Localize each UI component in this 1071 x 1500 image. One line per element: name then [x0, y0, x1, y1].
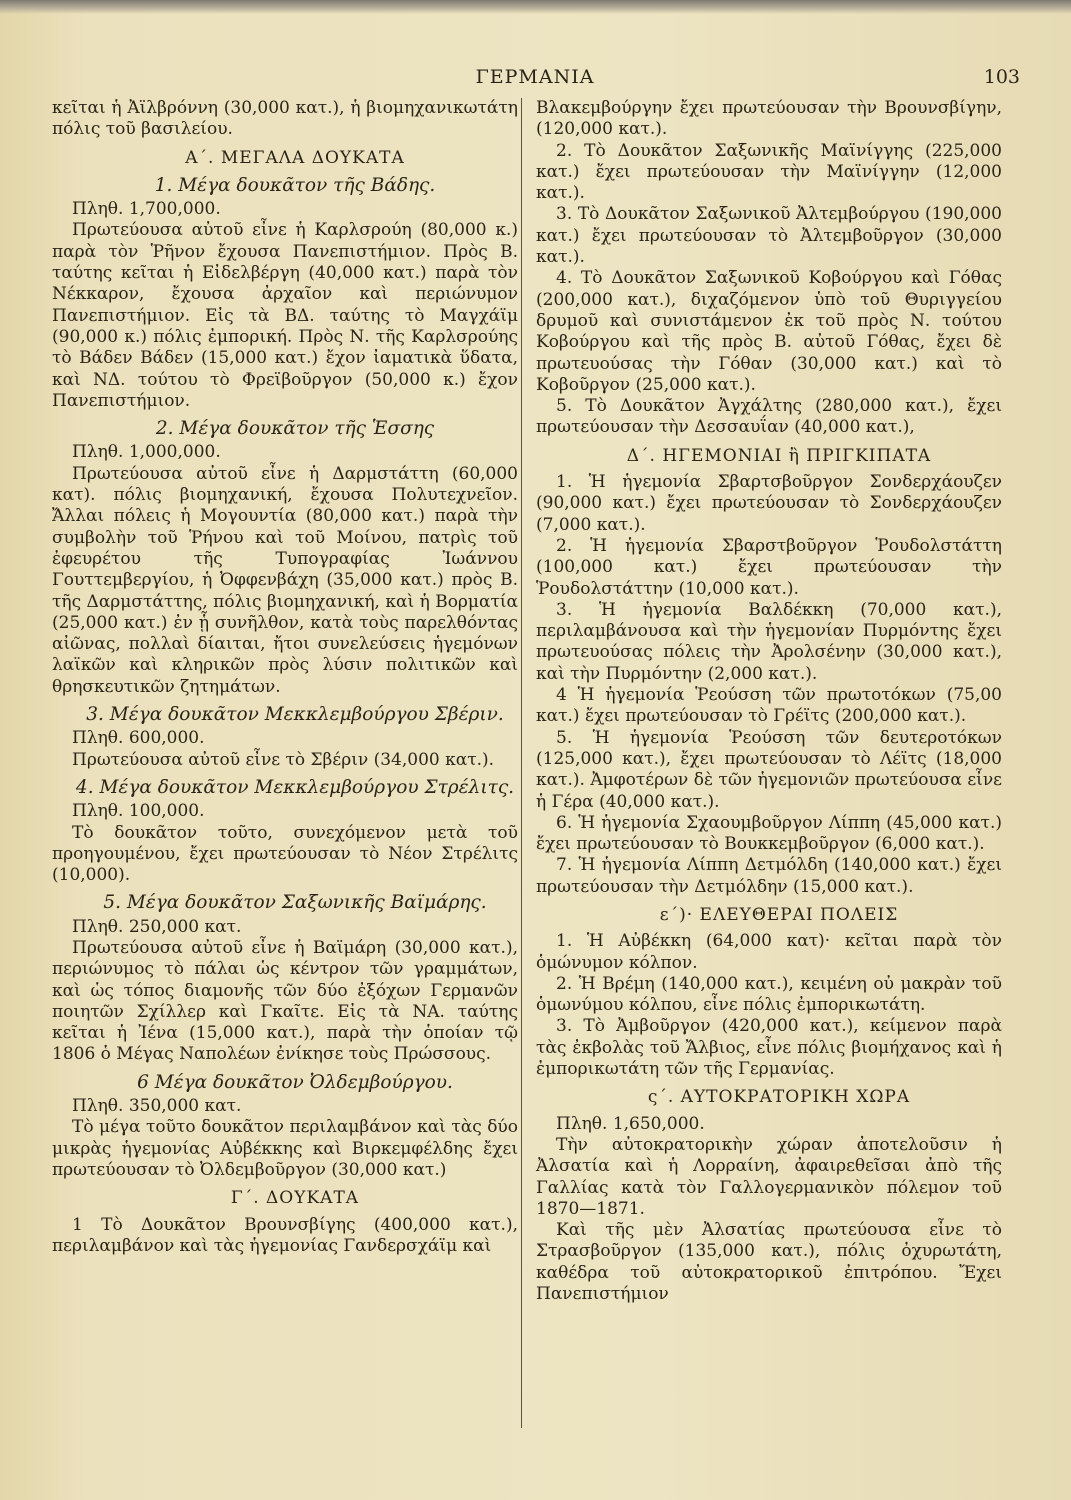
section-heading: ς΄. ΑΥΤΟΚΡΑΤΟΡΙΚΗ ΧΩΡΑ — [647, 1087, 911, 1108]
paragraph: 5. Τὸ Δουκᾶτον Ἀγχάλτης (280,000 κατ.), ἔχει πρωτεύουσαν τὴν Δεσσαυΐαν (40,000 κατ.), — [536, 396, 1002, 438]
section-heading: Δ΄. ΗΓΕΜΟΝΙΑΙ ἢ ΠΡΙΓΚΙΠΑΤΑ — [626, 445, 932, 466]
section-heading: Α΄. ΜΕΓΑΛΑ ΔΟΥΚΑΤΑ — [185, 147, 405, 168]
paragraph: Τὸ μέγα τοῦτο δουκᾶτον περιλαμβάνον καὶ τὰς δύο μικρὰς ἡγεμονίας Αὐβέκκης καὶ Βιρκεμφέλδης ἔχει πρωτεύουσαν τὸ Ὀλδεμβοῦργον (30,000 κατ.) — [52, 1117, 518, 1180]
paragraph: Τὴν αὐτοκρατορικὴν χώραν ἀποτελοῦσιν ἡ Ἀλσατία καὶ ἡ Λορραίνη, ἀφαιρεθεῖσαι ἀπὸ τῆς Γαλλίας κατὰ τὸν Γαλλογερμανικὸν πόλεμον τοῦ 1870—1871. — [536, 1134, 1002, 1219]
population-line: Πληθ. 1,000,000. — [72, 442, 221, 463]
page-header — [50, 66, 1020, 92]
section-heading: ε΄)· ΕΛΕΥΘΕΡΑΙ ΠΟΛΕΙΣ — [659, 904, 899, 925]
left-column — [52, 98, 518, 1257]
population-line: Πληθ. 600,000. — [72, 728, 205, 749]
subsection-heading: 2. Μέγα δουκᾶτον τῆς Ἑσσης — [155, 418, 435, 440]
paragraph: Πρωτεύουσα αὐτοῦ εἶνε ἡ Δαρμστάττη (60,000 κατ). πόλις βιομηχανική, ἔχουσα Πολυτεχνεῖον. Ἄλλαι πόλεις ἡ Μογουντία (80,000 κατ.) παρὰ τὴν συμβολὴν τοῦ Ῥήνου καὶ τοῦ Μοίνου, πατρὶς τοῦ ἐφευρέτου τῆς Τυπογραφίας Ἰωάννου Γουττεμβεργίου, ἡ Ὀφφενβάχη (35,000 κατ.) πρὸς Β. τῆς Δαρμστάττης, πόλις βιομηχανική, καὶ ἡ Βορματία (25,000 κατ.) ἐν ᾗ συνῆλθον, κατὰ τοὺς παρελθόντας αἰῶνας, πολλαὶ δίαιται, ἤτοι συνελεύσεις ἡγεμόνων λαϊκῶν καὶ κληρικῶν πρὸς λύσιν πολιτικῶν καὶ θρησκευτικῶν ζητημάτων. — [52, 463, 518, 697]
paragraph: 4. Τὸ Δουκᾶτον Σαξωνικοῦ Κοβούργου καὶ Γόθας (200,000 κατ.), διχαζόμενον ὑπὸ τοῦ Θυριγγείου δρυμοῦ καὶ συνιστάμενον ἐκ τοῦ πρὸς Ν. τούτου Κοβούργου καὶ τῆς πρὸς Β. αὐτοῦ Γόθας, ἔχει δὲ πρωτευούσας τὴν Γόθαν (30,000 κατ.) καὶ τὸ Κοβοῦργον (25,000 κατ.). — [536, 268, 1002, 395]
paragraph: 7. Ἡ ἡγεμονία Λίππη Δετμόλδη (140,000 κατ.) ἔχει πρωτεύουσαν τὴν Δετμόλδην (15,000 κατ.). — [536, 855, 1002, 897]
paragraph: Πρωτεύουσα αὐτοῦ εἶνε ἡ Καρλσρούη (80,000 κ.) παρὰ τὸν Ῥῆνον ἔχουσα Πανεπιστήμιον. Πρὸς Β. ταύτης κεῖται ἡ Εἰδελβέργη (40,000 κατ.) παρὰ τὸν Νέκκαρον, ἔχουσα ἀρχαῖον καὶ περιώνυμον Πανεπιστήμιον. Εἰς τὰ ΒΔ. ταύτης τὸ Μαγχάϊμ (90,000 κ.) πόλις ἐμπορική. Πρὸς Ν. τῆς Καρλσρούης τὸ Βάδεν Βάδεν (15,000 κατ.) ἔχον ἰαματικὰ ὕδατα, καὶ ΝΔ. τούτου τὸ Φρεϊβοῦργον (50,000 κ.) ἔχον Πανεπιστήμιον. — [52, 220, 518, 411]
right-column — [536, 98, 1002, 1305]
paragraph: Καὶ τῆς μὲν Ἀλσατίας πρωτεύουσα εἶνε τὸ Στρασβοῦργον (135,000 κατ.), πόλις ὀχυρωτάτη, καθέδρα τοῦ αὐτοκρατορικοῦ ἐπιτρόπου. Ἔχει Πανεπιστήμιον — [536, 1220, 1002, 1305]
paragraph: Τὸ δουκᾶτον τοῦτο, συνεχόμενον μετὰ τοῦ προηγουμένου, ἔχει πρωτεύουσαν τὸ Νέον Στρέλιτς (10,000). — [52, 822, 518, 886]
subsection-heading: 4. Μέγα δουκᾶτον Μεκκλεμβούργου Στρέλιτς. — [75, 776, 515, 798]
paragraph: Πρωτεύουσα αὐτοῦ εἶνε τὸ Σβέριν (34,000 κατ.). — [72, 749, 495, 770]
population-line: Πληθ. 100,000. — [72, 801, 205, 822]
population-line: Πληθ. 350,000 κατ. — [72, 1096, 242, 1117]
column-divider — [521, 98, 522, 1428]
paragraph: 6. Ἡ ἡγεμονία Σχαουμβοῦργον Λίππη (45,000 κατ.) ἔχει πρωτεύουσαν τὸ Βουκκεμβοῦργον (6,000 κατ.). — [536, 812, 1002, 855]
subsection-heading: 3. Μέγα δουκᾶτον Μεκκλεμβούργου Σβέριν. — [86, 704, 504, 726]
paragraph: Πρωτεύουσα αὐτοῦ εἶνε ἡ Βαϊμάρη (30,000 κατ.), περιώνυμος τὸ πάλαι ὡς κέντρον τῶν γραμμάτων, καὶ ὡς τόπος διαμονῆς τῶν δύο ἐξόχων Γερμανῶν ποιητῶν Σχίλλερ καὶ Γκαῖτε. Εἰς τὰ ΝΑ. ταύτης κεῖται ἡ Ἰένα (15,000 κατ.), παρὰ τὴν ὁποίαν τῷ 1806 ὁ Μέγας Ναπολέων ἐνίκησε τοὺς Πρώσσους. — [52, 937, 518, 1065]
running-title: ΓΕΡΜΑΝΙΑ — [475, 66, 595, 88]
subsection-heading: 5. Μέγα δουκᾶτον Σαξωνικῆς Βαϊμάρης. — [103, 892, 487, 914]
paragraph: 1 Τὸ Δουκᾶτον Βρουνσβίγης (400,000 κατ.), περιλαμβάνον καὶ τὰς ἡγεμονίας Γανδερσχάϊμ καὶ — [52, 1214, 518, 1256]
paragraph: 2. Ἡ Βρέμη (140,000 κατ.), κειμένη οὐ μακρὰν τοῦ ὁμωνύμου κόλπου, εἶνε πόλις ἐμπορικωτάτη. — [536, 973, 1002, 1016]
paragraph: 3. Τὸ Ἀμβοῦργον (420,000 κατ.), κείμενον παρὰ τὰς ἐκβολὰς τοῦ Ἄλβιος, εἶνε πόλις βιομήχανος καὶ ἡ ἐμπορικωτάτη τῶν τῆς Γερμανίας. — [536, 1016, 1002, 1080]
paragraph: 4 Ἡ ἡγεμονία Ῥεούσση τῶν πρωτοτόκων (75,00 κατ.) ἔχει πρωτεύουσαν τὸ Γρέϊτς (200,000 κατ.). — [536, 685, 1002, 727]
paragraph: 5. Ἡ ἡγεμονία Ῥεούσση τῶν δευτεροτόκων (125,000 κατ.), ἔχει πρωτεύουσαν τὸ Λέϊτς (18,000 κατ.). Ἀμφοτέρων δὲ τῶν ἡγεμονιῶν πρωτεύουσα εἶνε ἡ Γέρα (40,000 κατ.). — [536, 727, 1002, 812]
population-line: Πληθ. 1,650,000. — [556, 1113, 705, 1134]
page-number: 103 — [983, 66, 1020, 88]
paragraph: 3. Ἡ ἡγεμονία Βαλδέκκη (70,000 κατ.), περιλαμβάνουσα καὶ τὴν ἡγεμονίαν Πυρμόντης ἔχει πρωτευούσας πόλεις τὴν Ἀρολσένην (30,000 κατ.), καὶ τὴν Πυρμόντην (2,000 κατ.). — [536, 599, 1002, 684]
scan-top-edge — [0, 0, 1071, 14]
subsection-heading: 6 Μέγα δουκᾶτον Ὀλδεμβούργου. — [137, 1071, 453, 1093]
paragraph: 2. Ἡ ἡγεμονία Σβαρστβοῦργον Ῥουδολστάττη (100,000 κατ.) ἔχει πρωτεύουσαν τὴν Ῥουδολστάττην (10,000 κατ.). — [536, 535, 1002, 599]
continued-paragraph: Βλακεμβούργην ἔχει πρωτεύουσαν τὴν Βρουνσβίγην, (120,000 κατ.). — [536, 98, 1002, 140]
paragraph: 2. Τὸ Δουκᾶτον Σαξωνικῆς Μαϊνίγγης (225,000 κατ.) ἔχει πρωτεύουσαν τὴν Μαϊνίγγην (12,000 κατ.). — [536, 140, 1002, 204]
population-line: Πληθ. 1,700,000. — [72, 199, 221, 220]
paragraph: 1. Ἡ Αὐβέκκη (64,000 κατ)· κεῖται παρὰ τὸν ὁμώνυμον κόλπον. — [536, 931, 1002, 973]
paragraph: 1. Ἡ ἡγεμονία Σβαρτσβοῦργον Σονδερχάουζεν (90,000 κατ.) ἔχει πρωτεύουσαν τὸ Σονδερχάουζεν (7,000 κατ.). — [536, 472, 1002, 535]
paragraph: 3. Τὸ Δουκᾶτον Σαξωνικοῦ Ἀλτεμβούργου (190,000 κατ.) ἔχει πρωτεύουσαν τὸ Ἀλτεμβοῦργον (30,000 κατ.). — [536, 204, 1002, 268]
population-line: Πληθ. 250,000 κατ. — [72, 916, 242, 937]
continued-paragraph: κεῖται ἡ Ἀϊλβρόννη (30,000 κατ.), ἡ βιομηχανικωτάτη πόλις τοῦ βασιλείου. — [52, 98, 518, 140]
section-heading: Γ΄. ΔΟΥΚΑΤΑ — [230, 1188, 360, 1209]
subsection-heading: 1. Μέγα δουκᾶτον τῆς Βάδης. — [154, 174, 436, 196]
